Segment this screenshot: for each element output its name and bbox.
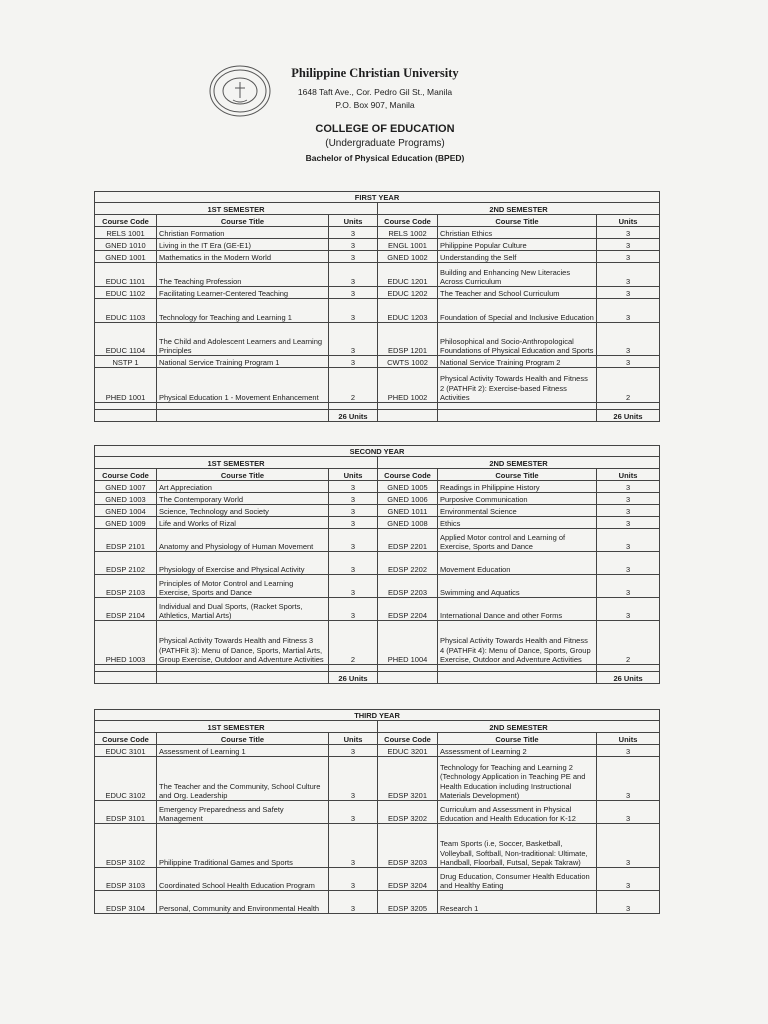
course-code: EDSP 2101 [95,529,157,552]
course-code: EDSP 2203 [378,575,438,598]
course-code: GNED 1006 [378,493,438,505]
course-title: Anatomy and Physiology of Human Movement [157,529,329,552]
course-code: GNED 1010 [95,239,157,251]
course-title: Assessment of Learning 2 [438,745,597,757]
units: 3 [597,868,660,891]
column-header-course-title: Course Title [157,469,329,481]
year-title: SECOND YEAR [95,446,660,457]
course-title: Philosophical and Socio-Anthropological Foundations of Physical Education and Sports [438,323,597,356]
column-header-course-title: Course Title [157,733,329,745]
column-header-units: Units [329,215,378,227]
units: 3 [329,801,378,824]
units: 3 [597,575,660,598]
units: 3 [597,801,660,824]
course-code: EDUC 1101 [95,263,157,287]
total-row [95,672,660,684]
semester-2-total: 26 Units [597,410,660,422]
course-code: NSTP 1 [95,356,157,368]
table-row [95,368,660,403]
course-code: GNED 1009 [95,517,157,529]
course-title: Curriculum and Assessment in Physical Education and Health Education for K-12 [438,801,597,824]
course-title: The Teaching Profession [157,263,329,287]
course-title: Team Sports (i.e, Soccer, Basketball, Volleyball, Softball, Non-traditional: Ultimate, Handball, Floorball, Futsal, Sepak Takraw) [438,824,597,868]
units: 3 [329,529,378,552]
course-title: Life and Works of Rizal [157,517,329,529]
units: 3 [329,745,378,757]
course-code: PHED 1003 [95,621,157,665]
course-code: GNED 1002 [378,251,438,263]
course-title: Applied Motor control and Learning of Exercise, Sports and Dance [438,529,597,552]
course-code: EDUC 1202 [378,287,438,299]
course-code: EDUC 1201 [378,263,438,287]
semester-2-total: 26 Units [597,672,660,684]
units: 3 [329,299,378,323]
course-title: Movement Education [438,552,597,575]
table-row [95,356,660,368]
semester-1-label: 1ST SEMESTER [95,457,378,469]
course-code: EDSP 2104 [95,598,157,621]
units: 3 [597,263,660,287]
course-title: Art Appreciation [157,481,329,493]
units: 3 [597,299,660,323]
table-row [95,868,660,891]
column-header-course-title: Course Title [438,215,597,227]
column-header-course-code: Course Code [378,733,438,745]
course-title: Understanding the Self [438,251,597,263]
course-title: Building and Enhancing New Literacies Across Curriculum [438,263,597,287]
total-row [95,410,660,422]
college-name: COLLEGE OF EDUCATION [315,123,455,135]
units: 3 [329,552,378,575]
course-code: EDSP 3101 [95,801,157,824]
semester-2-label: 2ND SEMESTER [378,457,660,469]
units: 3 [329,868,378,891]
column-header-units: Units [597,215,660,227]
table-row [95,299,660,323]
course-title: Facilitating Learner-Centered Teaching [157,287,329,299]
table-row [95,757,660,801]
column-header-course-code: Course Code [95,469,157,481]
units: 3 [329,575,378,598]
units: 3 [597,505,660,517]
course-code: EDUC 3101 [95,745,157,757]
units: 3 [329,481,378,493]
semester-1-total: 26 Units [329,410,378,422]
units: 3 [329,517,378,529]
course-code: EDSP 3203 [378,824,438,868]
units: 3 [329,356,378,368]
table-row [95,517,660,529]
units: 3 [597,598,660,621]
units: 3 [597,251,660,263]
course-code: EDSP 2103 [95,575,157,598]
table-row [95,801,660,824]
table-row [95,239,660,251]
university-name: Philippine Christian University [291,66,459,80]
column-header-course-code: Course Code [378,215,438,227]
column-header-course-code: Course Code [378,469,438,481]
course-code: EDSP 2204 [378,598,438,621]
units: 3 [329,263,378,287]
course-title: Drug Education, Consumer Health Education and Healthy Eating [438,868,597,891]
units: 3 [597,517,660,529]
units: 3 [329,757,378,801]
course-code: RELS 1001 [95,227,157,239]
course-title: Science, Technology and Society [157,505,329,517]
course-title: Foundation of Special and Inclusive Education [438,299,597,323]
course-title: Readings in Philippine History [438,481,597,493]
column-header-units: Units [597,469,660,481]
course-title: Technology for Teaching and Learning 2 (Technology Application in Teaching PE and Health Education including Instructional Materials Development) [438,757,597,801]
course-code: GNED 1004 [95,505,157,517]
course-code: EDSP 1201 [378,323,438,356]
table-row [95,745,660,757]
table-row [95,575,660,598]
course-title: Emergency Preparedness and Safety Management [157,801,329,824]
units: 3 [597,891,660,914]
semester-1-label: 1ST SEMESTER [95,203,378,215]
column-header-course-title: Course Title [438,733,597,745]
course-title: Assessment of Learning 1 [157,745,329,757]
units: 2 [329,621,378,665]
table-row [95,598,660,621]
units: 3 [329,287,378,299]
course-code: EDUC 1103 [95,299,157,323]
table-row [95,287,660,299]
course-title: International Dance and other Forms [438,598,597,621]
course-code: EDUC 1102 [95,287,157,299]
units: 3 [597,493,660,505]
course-code: EDUC 3201 [378,745,438,757]
units: 3 [329,251,378,263]
course-title: Philippine Traditional Games and Sports [157,824,329,868]
column-header-course-code: Course Code [95,215,157,227]
units: 3 [597,239,660,251]
course-title: Environmental Science [438,505,597,517]
program-heading [190,123,580,163]
course-code: GNED 1007 [95,481,157,493]
course-code: ENGL 1001 [378,239,438,251]
course-code: GNED 1011 [378,505,438,517]
table-row [95,891,660,914]
course-title: Physical Activity Towards Health and Fitness 3 (PATHFit 3): Menu of Dance, Sports, Martial Arts, Group Exercise, Outdoor and Adventure Activities [157,621,329,665]
course-title: Philippine Popular Culture [438,239,597,251]
course-title: Ethics [438,517,597,529]
units: 3 [329,891,378,914]
course-code: GNED 1003 [95,493,157,505]
course-code: GNED 1008 [378,517,438,529]
third-year-table [94,709,660,914]
address-line-1: 1648 Taft Ave., Cor. Pedro Gil St., Manila [297,87,453,97]
course-code: EDSP 3204 [378,868,438,891]
units: 3 [597,481,660,493]
course-code: EDSP 3205 [378,891,438,914]
course-code: EDUC 1104 [95,323,157,356]
course-title: Swimming and Aquatics [438,575,597,598]
units: 2 [597,368,660,403]
units: 3 [597,824,660,868]
table-row [95,493,660,505]
course-title: Living in the IT Era (GE-E1) [157,239,329,251]
units: 2 [329,368,378,403]
course-title: Physical Education 1 - Movement Enhancement [157,368,329,403]
units: 3 [329,493,378,505]
first-year-table [94,191,660,422]
course-code: PHED 1001 [95,368,157,403]
course-title: Coordinated School Health Education Program [157,868,329,891]
semester-2-label: 2ND SEMESTER [378,203,660,215]
year-title: FIRST YEAR [95,192,660,203]
letterhead [240,66,510,112]
units: 2 [597,621,660,665]
column-header-units: Units [329,733,378,745]
column-header-units: Units [329,469,378,481]
units: 3 [597,287,660,299]
units: 3 [597,757,660,801]
course-code: EDUC 3102 [95,757,157,801]
course-title: Physiology of Exercise and Physical Activity [157,552,329,575]
course-title: Research 1 [438,891,597,914]
column-header-course-title: Course Title [157,215,329,227]
units: 3 [597,529,660,552]
course-title: Physical Activity Towards Health and Fitness 2 (PATHFit 2): Exercise-based Fitness Activities [438,368,597,403]
course-code: EDSP 2202 [378,552,438,575]
course-code: EDUC 1203 [378,299,438,323]
units: 3 [329,323,378,356]
address-line-2: P.O. Box 907, Manila [335,100,415,110]
units: 3 [597,356,660,368]
course-code: RELS 1002 [378,227,438,239]
units: 3 [329,598,378,621]
course-code: EDSP 3103 [95,868,157,891]
course-title: The Child and Adolescent Learners and Learning Principles [157,323,329,356]
table-row [95,529,660,552]
table-row [95,824,660,868]
course-title: Principles of Motor Control and Learning Exercise, Sports and Dance [157,575,329,598]
units: 3 [597,227,660,239]
table-row [95,323,660,356]
column-header-units: Units [597,733,660,745]
course-title: The Teacher and the Community, School Culture and Org. Leadership [157,757,329,801]
course-code: EDSP 3202 [378,801,438,824]
units: 3 [329,227,378,239]
table-row [95,263,660,287]
units: 3 [597,745,660,757]
course-code: EDSP 3201 [378,757,438,801]
units: 3 [597,552,660,575]
course-title: Purposive Communication [438,493,597,505]
course-code: GNED 1005 [378,481,438,493]
course-code: PHED 1002 [378,368,438,403]
course-title: National Service Training Program 1 [157,356,329,368]
course-title: The Contemporary World [157,493,329,505]
course-code: PHED 1004 [378,621,438,665]
units: 3 [329,239,378,251]
degree-title: Bachelor of Physical Education (BPED) [305,153,465,163]
course-code: CWTS 1002 [378,356,438,368]
course-title: The Teacher and School Curriculum [438,287,597,299]
table-row [95,227,660,239]
course-title: Mathematics in the Modern World [157,251,329,263]
semester-2-label: 2ND SEMESTER [378,721,660,733]
table-row [95,552,660,575]
units: 3 [329,505,378,517]
table-row [95,505,660,517]
table-row [95,251,660,263]
course-code: GNED 1001 [95,251,157,263]
column-header-course-title: Course Title [438,469,597,481]
course-code: EDSP 3104 [95,891,157,914]
table-row [95,481,660,493]
course-code: EDSP 2201 [378,529,438,552]
course-code: EDSP 2102 [95,552,157,575]
course-title: Technology for Teaching and Learning 1 [157,299,329,323]
units: 3 [329,824,378,868]
course-title: Personal, Community and Environmental Health [157,891,329,914]
course-title: Individual and Dual Sports, (Racket Sports, Athletics, Martial Arts) [157,598,329,621]
course-title: National Service Training Program 2 [438,356,597,368]
program-type: (Undergraduate Programs) [325,138,445,149]
year-title: THIRD YEAR [95,710,660,721]
second-year-table [94,445,660,684]
semester-1-total: 26 Units [329,672,378,684]
course-title: Physical Activity Towards Health and Fitness 4 (PATHFit 4): Menu of Dance, Sports, Group Exercise, Outdoor and Adventure Activities [438,621,597,665]
course-title: Christian Formation [157,227,329,239]
semester-1-label: 1ST SEMESTER [95,721,378,733]
course-code: EDSP 3102 [95,824,157,868]
table-row [95,621,660,665]
column-header-course-code: Course Code [95,733,157,745]
units: 3 [597,323,660,356]
course-title: Christian Ethics [438,227,597,239]
